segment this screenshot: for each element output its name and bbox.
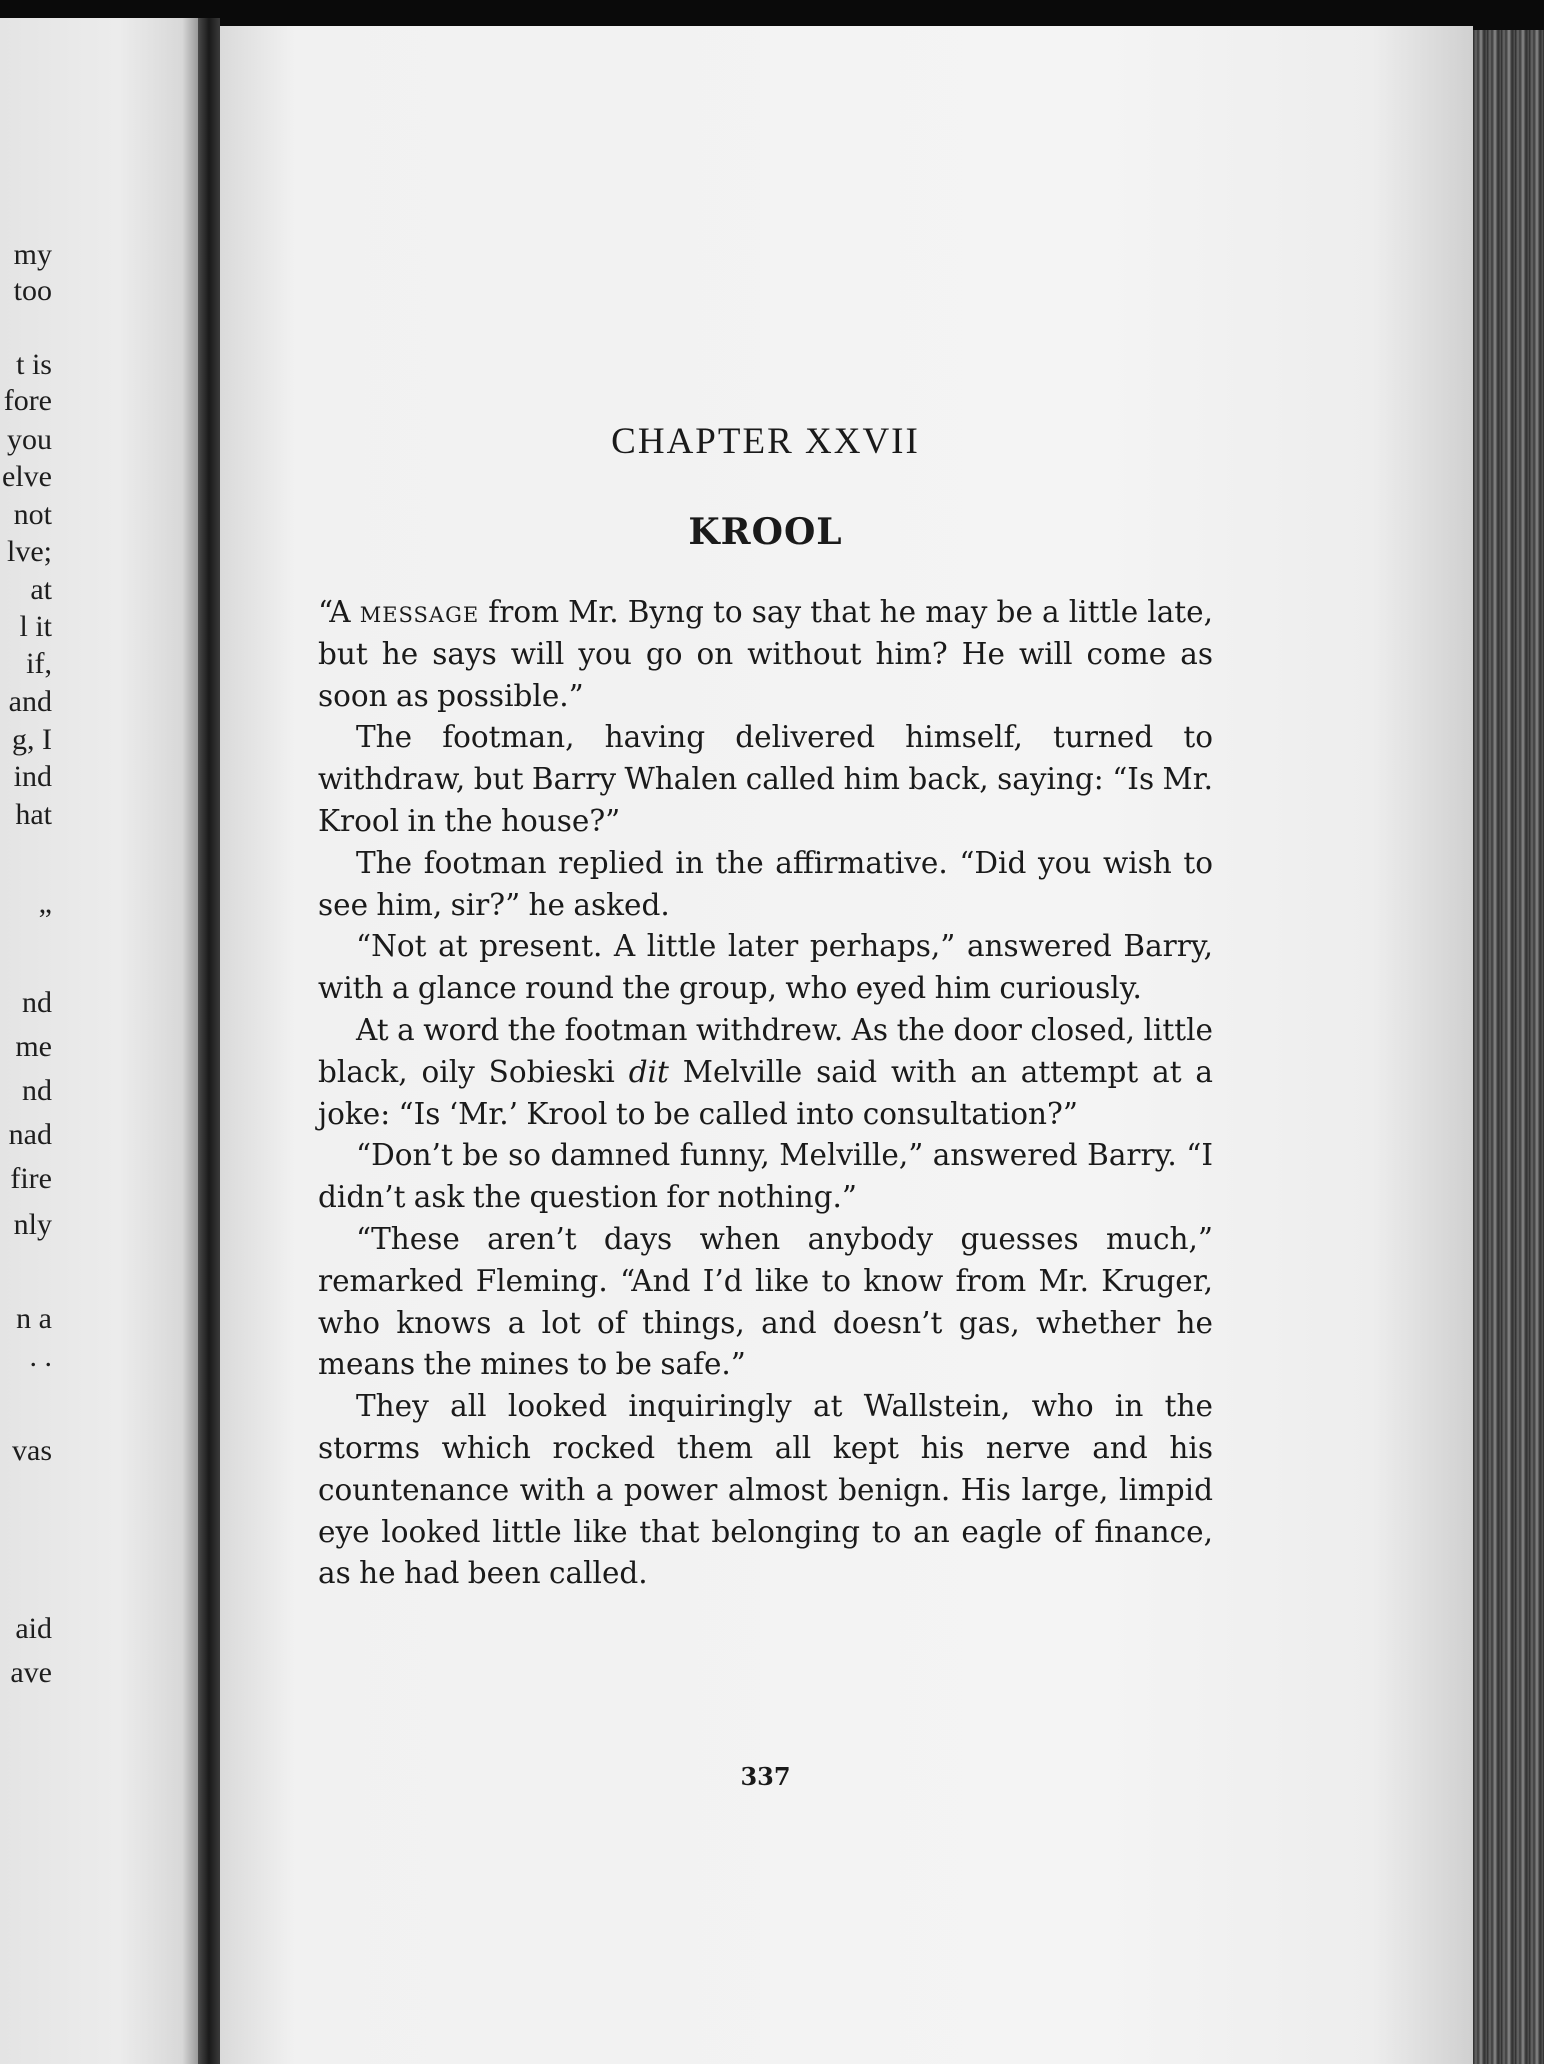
italic-word: dit xyxy=(628,1054,669,1089)
left-fragment: nd xyxy=(22,1074,52,1107)
left-fragment: ind xyxy=(13,760,52,793)
paragraph-4: “Not at present. A little later perhaps,” answered Barry, with a glance round the group, who eyed him curiously. xyxy=(318,929,1213,1006)
left-fragment: hat xyxy=(15,798,52,831)
page-edges xyxy=(1473,30,1544,2064)
left-fragment: nad xyxy=(8,1118,52,1151)
paragraph-7: “These aren’t days when anybody guesses much,” remarked Fleming. “And I’d like to know from Mr. Kruger, who knows a lot of things, and doesn’t gas, whether he means the mines to be safe.” xyxy=(318,1221,1213,1382)
left-fragment: fore xyxy=(3,384,52,417)
paragraph-5 xyxy=(318,1010,1213,1135)
left-fragment: n a xyxy=(16,1302,52,1335)
book-gutter xyxy=(198,18,220,2064)
left-fragment: ” xyxy=(38,903,52,936)
chapter-number: CHAPTER XXVII xyxy=(611,421,920,462)
left-fragment: you xyxy=(7,423,52,456)
left-fragment: t is xyxy=(16,348,52,381)
left-fragment: at xyxy=(30,573,52,606)
paragraph-1 xyxy=(318,592,1213,717)
left-fragment: me xyxy=(15,1030,52,1063)
left-fragment: my xyxy=(13,238,52,271)
left-fragment: vas xyxy=(12,1434,52,1467)
opening-quote: “A xyxy=(318,595,360,629)
left-fragment: and xyxy=(8,685,52,718)
left-fragment: l it xyxy=(19,610,52,643)
chapter-title: KROOL xyxy=(688,511,843,553)
paragraph-6: “Don’t be so damned funny, Melville,” answered Barry. “I didn’t ask the question for nothing.” xyxy=(318,1138,1213,1215)
paragraph-text: from Mr. Byng to say that he may be a little late, but he says will you go on without him? He will come as soon as possible.” xyxy=(318,595,1213,713)
paragraph-8: They all looked inquiringly at Wallstein, who in the storms which rocked them all kept his nerve and his countenance with a power almost benign. His large, limpid eye looked little like that belonging to an eagle of finance, as he had been called. xyxy=(318,1389,1213,1591)
paragraph-text: Melville said with an attempt at a joke: “Is ‘Mr.’ Krool to be called into consultation?” xyxy=(318,1054,1213,1131)
left-fragment: fire xyxy=(10,1162,52,1195)
left-fragment: lve; xyxy=(7,535,52,568)
left-fragment: nly xyxy=(13,1208,52,1241)
body-text xyxy=(318,592,1213,1595)
left-page xyxy=(0,18,198,2064)
left-fragment: . . xyxy=(29,1340,52,1373)
left-fragment: g, I xyxy=(12,723,52,756)
small-caps-lead: message xyxy=(359,595,480,629)
left-fragment: nd xyxy=(22,986,52,1019)
left-fragment: elve xyxy=(2,460,52,493)
left-fragment: ave xyxy=(10,1656,52,1689)
left-fragment: aid xyxy=(15,1612,52,1645)
left-fragment: not xyxy=(13,498,52,531)
paragraph-3: The footman replied in the affirmative. “Did you wish to see him, sir?” he asked. xyxy=(318,845,1213,922)
left-fragment: too xyxy=(13,274,52,307)
page-number: 337 xyxy=(740,1762,791,1791)
left-fragment: if, xyxy=(26,647,52,680)
paragraph-2: The footman, having delivered himself, turned to withdraw, but Barry Whalen called him back, saying: “Is Mr. Krool in the house?” xyxy=(318,720,1213,838)
paragraph-text: At a word the footman withdrew. As the door closed, little black, oily Sobieski xyxy=(318,1012,1213,1089)
